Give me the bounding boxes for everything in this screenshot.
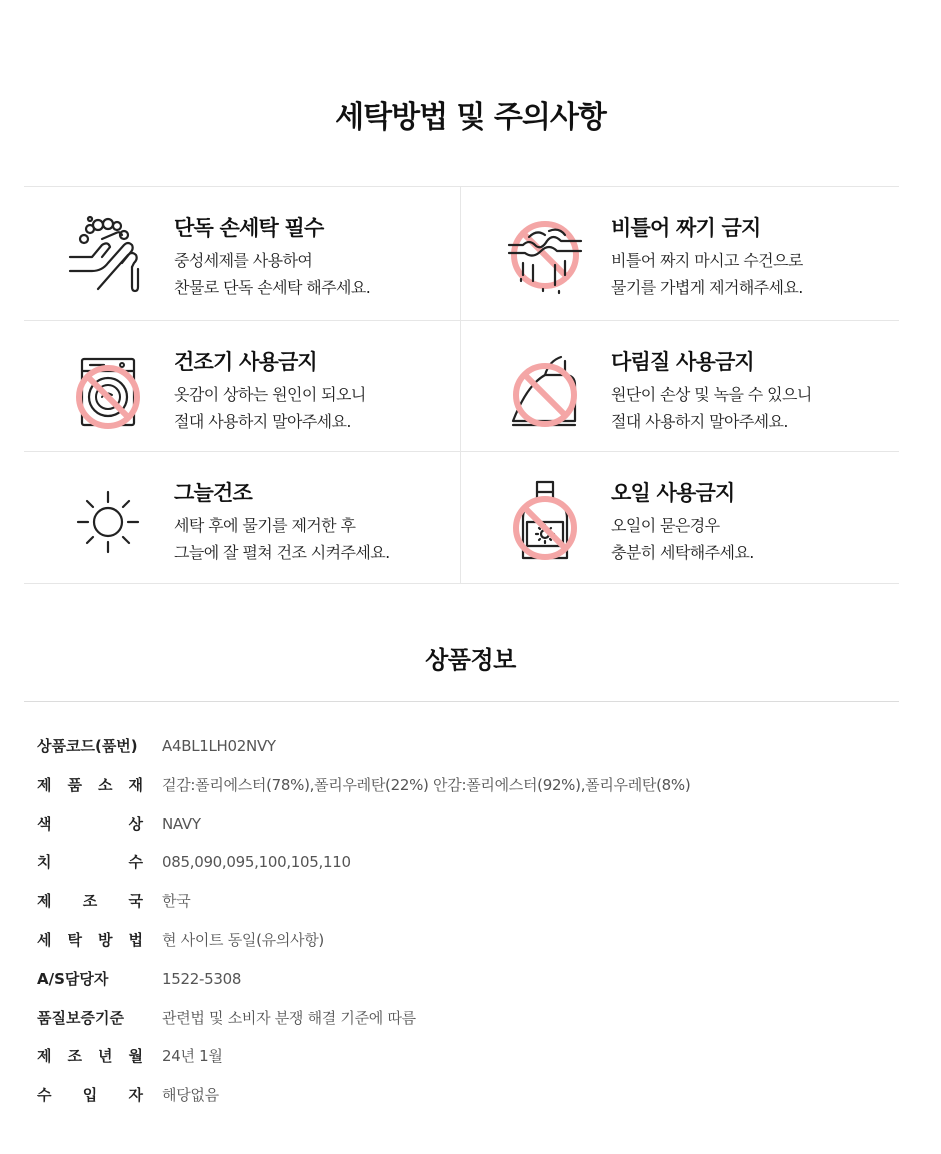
info-label: 제 조 년 월 [37, 1047, 143, 1066]
no-oil-icon [499, 476, 591, 568]
care-item-desc-line: 세탁 후에 물기를 제거한 후 [174, 516, 356, 535]
care-section-title: 세탁방법 및 주의사항 [335, 100, 606, 135]
info-label: 제 조 국 [37, 892, 143, 911]
info-row [37, 849, 877, 888]
care-item-no-dryer [24, 321, 460, 453]
info-label: 품질보증기준 [37, 1008, 124, 1027]
info-value: 한국 [162, 892, 191, 911]
care-item-desc-line: 오일이 묻은경우 [611, 516, 720, 535]
info-value: 관련법 및 소비자 분쟁 해결 기준에 따름 [162, 1008, 416, 1027]
care-item-no-iron [461, 321, 897, 453]
info-row [37, 1005, 877, 1044]
care-item-desc-line: 찬물로 단독 손세탁 해주세요. [174, 278, 371, 297]
info-row [37, 1082, 877, 1121]
care-item-title: 그늘건조 [174, 481, 252, 505]
info-row [37, 733, 877, 772]
care-item-title: 건조기 사용금지 [174, 350, 317, 374]
no-iron-icon [499, 345, 591, 437]
info-label: 치 수 [37, 853, 143, 872]
care-item-shade-dry [24, 452, 460, 584]
info-row [37, 772, 877, 811]
info-label: 색 상 [37, 814, 143, 833]
care-item-desc-line: 그늘에 잘 펼쳐 건조 시켜주세요. [174, 543, 390, 562]
info-row [37, 927, 877, 966]
info-row [37, 888, 877, 927]
product-info-table [37, 733, 877, 1121]
info-value: 1522-5308 [162, 969, 242, 988]
no-wring-icon [499, 211, 591, 303]
no-tumble-dry-icon [62, 345, 154, 437]
info-label: A/S담당자 [37, 969, 109, 988]
care-item-title: 단독 손세탁 필수 [174, 216, 324, 240]
care-item-title: 오일 사용금지 [611, 481, 735, 505]
info-label: 제 품 소 재 [37, 775, 143, 794]
care-item-title: 비틀어 짜기 금지 [611, 216, 761, 240]
divider [24, 701, 899, 702]
care-item-desc-line: 중성세제를 사용하여 [174, 251, 313, 270]
care-item-desc-line: 충분히 세탁해주세요. [611, 543, 754, 562]
info-value: 해당없음 [162, 1086, 219, 1105]
info-value: 085,090,095,100,105,110 [162, 853, 351, 872]
care-item-hand-wash [24, 187, 460, 319]
info-value: 현 사이트 동일(유의사항) [162, 930, 324, 949]
care-item-title: 다림질 사용금지 [611, 350, 754, 374]
care-item-no-wring [461, 187, 897, 319]
care-item-desc-line: 비틀어 짜지 마시고 수건으로 [611, 251, 803, 270]
info-value: NAVY [162, 814, 201, 833]
product-info-title: 상품정보 [425, 646, 516, 674]
care-item-desc-line: 절대 사용하지 말아주세요. [611, 412, 788, 431]
info-row [37, 1043, 877, 1082]
shade-dry-icon [62, 476, 154, 568]
info-value: 24년 1월 [162, 1047, 223, 1066]
info-value: A4BL1LH02NVY [162, 737, 276, 755]
care-item-no-oil [461, 452, 897, 584]
hand-wash-icon [62, 211, 154, 303]
info-label: 상품코드(품번) [37, 737, 138, 755]
care-item-desc-line: 옷감이 상하는 원인이 되오니 [174, 385, 366, 404]
info-row [37, 966, 877, 1005]
info-label: 세 탁 방 법 [37, 930, 143, 949]
info-row [37, 811, 877, 850]
care-item-desc-line: 원단이 손상 및 녹을 수 있으니 [611, 385, 812, 404]
info-value: 겉감:폴리에스터(78%),폴리우레탄(22%) 안감:폴리에스터(92%),폴리우레탄(8%) [162, 775, 691, 794]
info-label: 수 입 자 [37, 1086, 143, 1105]
care-item-desc-line: 물기를 가볍게 제거해주세요. [611, 278, 803, 297]
care-instructions-grid [24, 186, 899, 584]
care-item-desc-line: 절대 사용하지 말아주세요. [174, 412, 351, 431]
